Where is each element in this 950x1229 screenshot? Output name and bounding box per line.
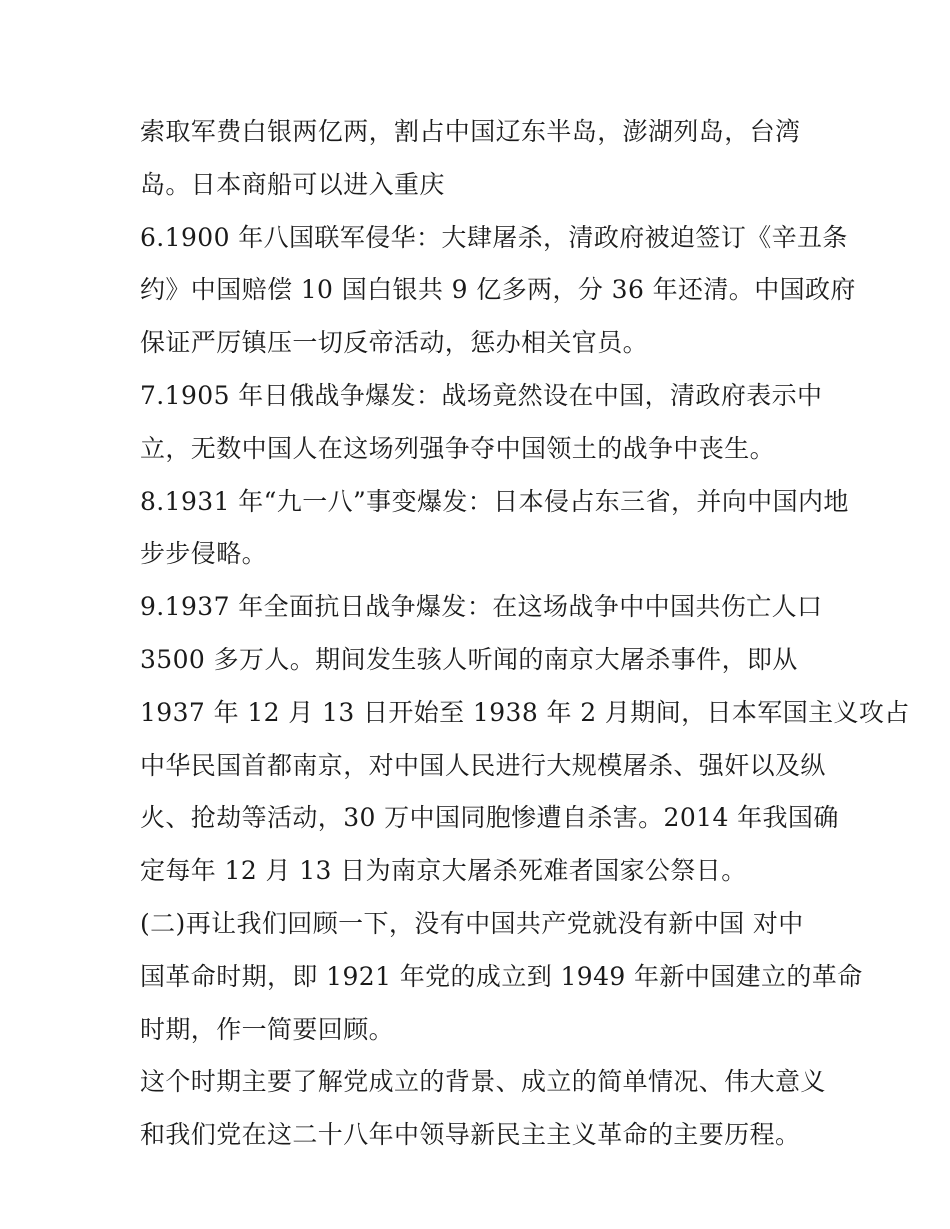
- text-line: 1937 年 12 月 13 日开始至 1938 年 2 月期间，日本军国主义攻占: [140, 697, 910, 727]
- text-line: 和我们党在这二十八年中领导新民主主义革命的主要历程。: [140, 1120, 801, 1150]
- text-line: 火、抢劫等活动，30 万中国同胞惨遭自杀害。2014 年我国确: [140, 803, 839, 833]
- text-line: 中华民国首都南京，对中国人民进行大规模屠杀、强奸以及纵: [140, 750, 826, 780]
- text-line: (二)再让我们回顾一下，没有中国共产党就没有新中国 对中: [140, 908, 804, 938]
- text-line: 国革命时期，即 1921 年党的成立到 1949 年新中国建立的革命: [140, 961, 863, 991]
- text-line: 保证严厉镇压一切反帝活动，惩办相关官员。: [140, 328, 649, 358]
- text-line: 岛。日本商船可以进入重庆: [140, 169, 445, 199]
- text-line: 立，无数中国人在这场列强争夺中国领土的战争中丧生。: [140, 433, 776, 463]
- text-line: 3500 多万人。期间发生骇人听闻的南京大屠杀事件，即从: [140, 644, 798, 674]
- text-line: 步步侵略。: [140, 539, 268, 569]
- text-line: 定每年 12 月 13 日为南京大屠杀死难者国家公祭日。: [140, 856, 747, 886]
- text-line: 索取军费白银两亿两，割占中国辽东半岛，澎湖列岛，台湾: [140, 117, 801, 146]
- text-line: 时期，作一简要回顾。: [140, 1014, 395, 1044]
- text-line: 7.1905 年日俄战争爆发：战场竟然设在中国，清政府表示中: [140, 380, 823, 410]
- text-line: 约》中国赔偿 10 国白银共 9 亿多两，分 36 年还清。中国政府: [140, 275, 856, 305]
- text-line: 9.1937 年全面抗日战争爆发：在这场战争中中国共伤亡人口: [140, 592, 823, 622]
- text-line: 这个时期主要了解党成立的背景、成立的简单情况、伟大意义: [140, 1067, 826, 1097]
- text-line: 8.1931 年“九一八”事变爆发：日本侵占东三省，并向中国内地: [140, 486, 849, 516]
- text-line: 6.1900 年八国联军侵华：大肆屠杀，清政府被迫签订《辛丑条: [140, 222, 848, 252]
- document-body: [140, 106, 910, 1162]
